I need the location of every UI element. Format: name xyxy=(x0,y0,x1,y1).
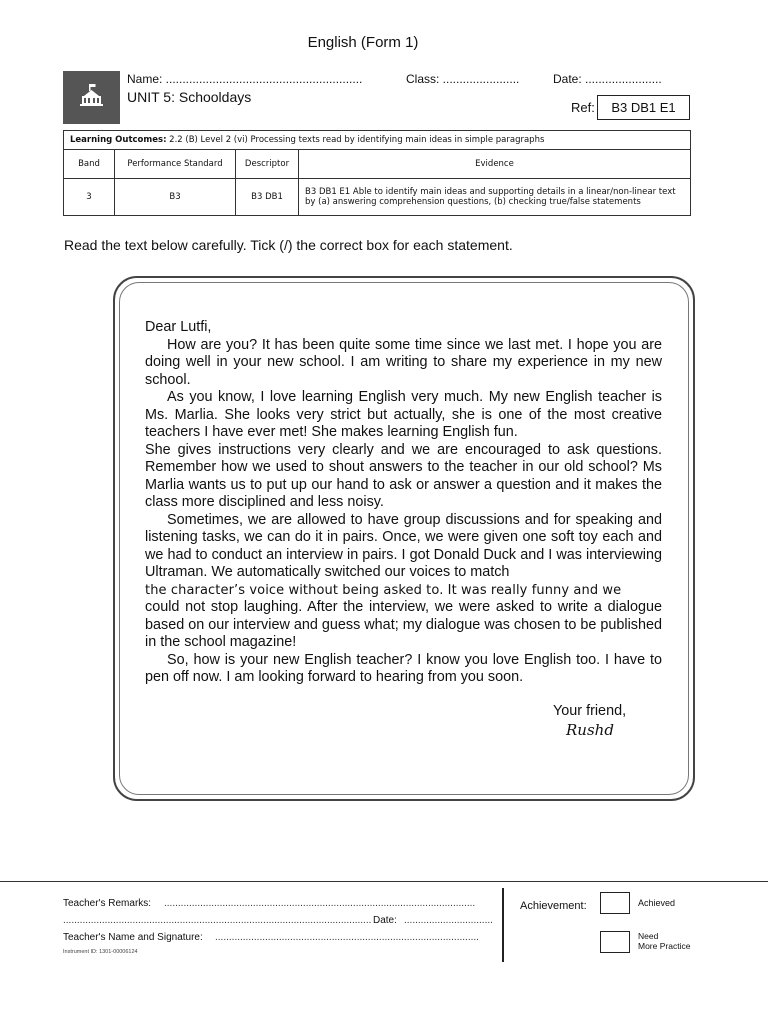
need-practice-checkbox[interactable] xyxy=(600,931,630,953)
table-cell: 3 xyxy=(64,179,115,216)
need-practice-label xyxy=(638,931,690,951)
table-row xyxy=(64,179,691,216)
letter-paragraph: could not stop laughing. After the interview, we were asked to write a dialogue based on our interview and guess what; my dialogue was chosen to be published in the school magazine! xyxy=(145,599,662,650)
need-practice-line1: Need xyxy=(638,931,659,941)
column-header: Evidence xyxy=(299,150,691,179)
ref-label: Ref: xyxy=(571,100,595,115)
letter-body xyxy=(145,319,662,687)
letter-paragraph: Sometimes, we are allowed to have group discussions and for speaking and listening tasks, we can do it in pairs. Once, we were given one soft toy each and we had to conduct an interview in pairs. I got Donald Duck and I was interviewing Ultraman. We automatically switched our voices to match xyxy=(145,511,662,580)
achieved-checkbox[interactable] xyxy=(600,892,630,914)
achieved-label: Achieved xyxy=(638,898,676,908)
table-row xyxy=(64,131,691,150)
teacher-signature-field: ............................................................................................... xyxy=(215,932,479,943)
letter-paragraph: She gives instructions very clearly and we are encouraged to ask questions. Remember how we used to shout answers to the teacher in our old school? Ms Marlia wants us to put up our hand to ask or answer a question and it makes the class more disciplined and less noisy. xyxy=(145,441,662,510)
letter-closing: Your friend, xyxy=(553,703,627,719)
name-field: Name: ........................................................... xyxy=(127,72,363,86)
class-field: Class: ....................... xyxy=(406,72,520,86)
page-title: English (Form 1) xyxy=(307,34,419,51)
column-header: Descriptor xyxy=(236,150,299,179)
remarks-date-field: ................................ xyxy=(404,915,493,926)
letter-greeting: Dear Lutfi, xyxy=(145,319,212,335)
learning-outcomes-cell xyxy=(64,131,691,150)
letter-signature: Rushd xyxy=(566,721,614,739)
ref-value: B3 DB1 E1 xyxy=(597,95,690,120)
need-practice-line2: More Practice xyxy=(638,941,691,951)
letter-paragraph: As you know, I love learning English very much. My new English teacher is Ms. Marlia. She looks very strict but actually, she is one of the most creative teachers I have ever met! She makes learning English fun. xyxy=(145,389,662,440)
letter-paragraph: How are you? It has been quite some time since we last met. I hope you are doing well in your new school. I am writing to share my experience in my new school. xyxy=(145,336,662,388)
letter-paragraph: So, how is your new English teacher? I know you love English too. I have to pen off now. I am looking forward to hearing from you soon. xyxy=(145,651,662,685)
remarks-date-label: Date: xyxy=(373,915,397,926)
achievement-label: Achievement: xyxy=(520,900,587,912)
learning-outcomes-text: 2.2 (B) Level 2 (vi) Processing texts read by identifying main ideas in simple paragraphs xyxy=(166,135,545,145)
teacher-remarks-label: Teacher's Remarks: xyxy=(63,898,152,909)
teacher-signature-label: Teacher's Name and Signature: xyxy=(63,932,203,943)
footer-vertical-divider xyxy=(502,888,504,962)
column-header: Performance Standard xyxy=(115,150,236,179)
learning-outcomes-table xyxy=(63,130,691,216)
table-cell: B3 xyxy=(115,179,236,216)
table-cell: B3 DB1 E1 Able to identify main ideas and supporting details in a linear/non-linear text by (a) answering comprehension questions, (b) checking true/false statements xyxy=(299,179,691,216)
teacher-remarks-field-line2: ............................................................................................................... xyxy=(63,915,372,926)
date-field: Date: ....................... xyxy=(553,72,662,86)
instruction-text: Read the text below carefully. Tick (/) the correct box for each statement. xyxy=(64,237,513,253)
teacher-remarks-field: ................................................................................................................ xyxy=(164,898,476,909)
table-cell: B3 DB1 xyxy=(236,179,299,216)
instrument-id: Instrument ID: 1301-00006124 xyxy=(63,949,138,955)
footer-divider xyxy=(0,881,768,882)
learning-outcomes-label: Learning Outcomes: xyxy=(70,135,167,145)
letter-paragraph: the character’s voice without being asked to. It was really funny and we xyxy=(145,582,622,598)
column-header: Band xyxy=(64,150,115,179)
unit-title: UNIT 5: Schooldays xyxy=(127,89,252,105)
table-row xyxy=(64,150,691,179)
school-building-icon xyxy=(63,71,120,124)
school-logo xyxy=(63,71,120,124)
